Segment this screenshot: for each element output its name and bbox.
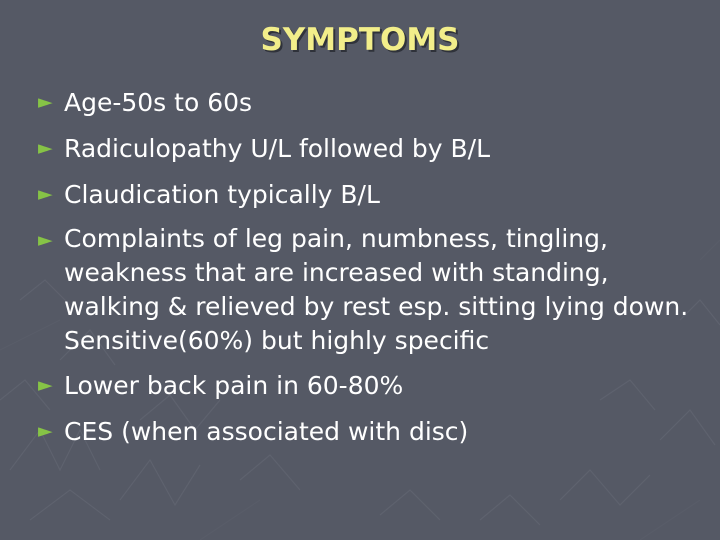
right-pointer-arrow-icon: ► — [38, 374, 53, 396]
bullet-text: Complaints of leg pain, numbness, tingling, weakness that are increased with standing, walking & relieved by rest esp. sitting lying down. Sensitive(60%) but highly specific — [64, 224, 689, 355]
bullet-item-radiculopathy — [38, 130, 698, 167]
right-pointer-arrow-icon: ► — [38, 229, 53, 251]
bullet-text: Lower back pain in 60-80% — [64, 371, 404, 400]
bullet-text: Claudication typically B/L — [64, 180, 380, 209]
bullet-item-age — [38, 84, 698, 121]
bullet-item-claudication — [38, 176, 698, 213]
bullet-item-ces — [38, 413, 698, 450]
right-pointer-arrow-icon: ► — [38, 91, 53, 113]
bullet-text: Age-50s to 60s — [64, 88, 253, 117]
slide-title: SYMPTOMS — [260, 22, 460, 58]
right-pointer-arrow-icon: ► — [38, 137, 53, 159]
bullet-item-lower-back-pain — [38, 367, 698, 404]
bullet-text: CES (when associated with disc) — [64, 417, 469, 446]
bullet-list — [38, 84, 698, 459]
right-pointer-arrow-icon: ► — [38, 183, 53, 205]
bullet-item-complaints — [38, 222, 698, 358]
right-pointer-arrow-icon: ► — [38, 420, 53, 442]
bullet-text: Radiculopathy U/L followed by B/L — [64, 134, 491, 163]
